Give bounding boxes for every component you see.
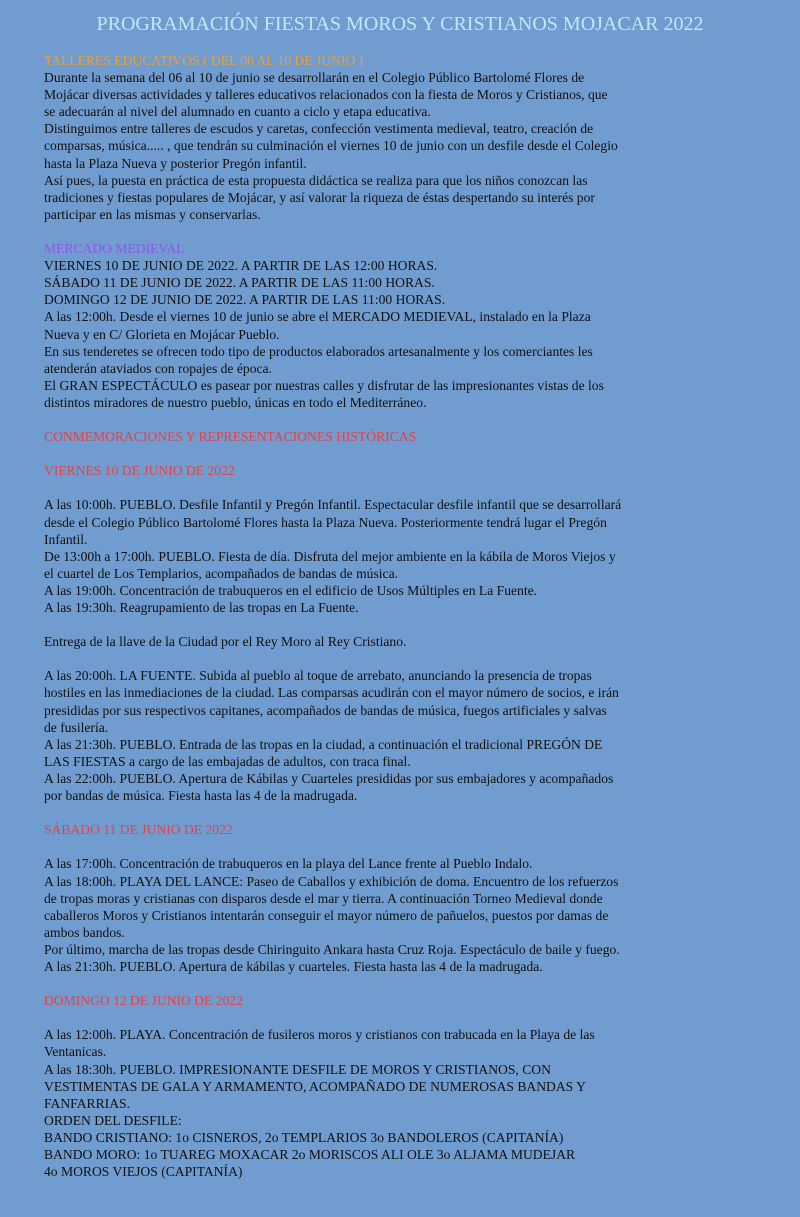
text-line: comparsas, música..... , que tendrán su culminación el viernes 10 de junio con un desfile desde el Colegio bbox=[44, 138, 618, 154]
heading-talleres: TALLERES EDUCATIVOS ( DEL 06 AL 10 DE JUNIO ) bbox=[44, 53, 364, 68]
text-line: el cuartel de Los Templarios, acompañados de bandas de música. bbox=[44, 565, 399, 581]
text-line: de fusilería. bbox=[44, 719, 109, 735]
heading-sabado: SÁBADO 11 DE JUNIO DE 2022 bbox=[44, 822, 233, 838]
spacer bbox=[44, 445, 756, 462]
text-line: A las 18:30h. PUEBLO. IMPRESIONANTE DESFILE DE MOROS Y CRISTIANOS, CON bbox=[44, 1061, 551, 1077]
spacer bbox=[44, 223, 756, 240]
text-line: distintos miradores de nuestro pueblo, únicas en todo el Mediterráneo. bbox=[44, 394, 427, 410]
section-domingo bbox=[44, 992, 756, 1180]
text-line: por bandas de música. Fiesta hasta las 4 de la madrugada. bbox=[44, 788, 358, 804]
section-talleres bbox=[44, 52, 756, 223]
text-line: hasta la Plaza Nueva y posterior Pregón infantil. bbox=[44, 155, 307, 171]
section-viernes bbox=[44, 462, 756, 804]
heading-domingo: DOMINGO 12 DE JUNIO DE 2022 bbox=[44, 993, 243, 1009]
text-line: DOMINGO 12 DE JUNIO DE 2022. A PARTIR DE LAS 11:00 HORAS. bbox=[44, 292, 446, 308]
text-line: En sus tenderetes se ofrecen todo tipo de productos elaborados artesanalmente y los comerciantes les bbox=[44, 343, 593, 359]
spacer bbox=[44, 616, 756, 633]
heading-conmemoraciones: CONMEMORACIONES Y REPRESENTACIONES HISTÓRICAS bbox=[44, 429, 417, 445]
section-conmemoraciones bbox=[44, 428, 756, 445]
text-line: Ventanicas. bbox=[44, 1044, 107, 1060]
text-line: SÁBADO 11 DE JUNIO DE 2022. A PARTIR DE LAS 11:00 HORAS. bbox=[44, 275, 435, 291]
text-line: A las 21:30h. PUEBLO. Entrada de las tropas en la ciudad, a continuación el tradicional PREGÓN DE bbox=[44, 736, 603, 752]
text-line: Mojácar diversas actividades y talleres educativos relacionados con la fiesta de Moros y Cristianos, que bbox=[44, 87, 608, 103]
text-line: VESTIMENTAS DE GALA Y ARMAMENTO, ACOMPAÑADO DE NUMEROSAS BANDAS Y bbox=[44, 1078, 586, 1094]
text-line: Distinguimos entre talleres de escudos y caretas, confección vestimenta medieval, teatro, creación de bbox=[44, 121, 594, 137]
spacer bbox=[44, 650, 756, 667]
text-line: 4o MOROS VIEJOS (CAPITANÍA) bbox=[44, 1164, 243, 1180]
section-sabado bbox=[44, 821, 756, 975]
text-line: atenderán ataviados con ropajes de época. bbox=[44, 360, 272, 376]
text-line: FANFARRIAS. bbox=[44, 1095, 130, 1111]
section-mercado bbox=[44, 240, 756, 411]
text-line: LAS FIESTAS a cargo de las embajadas de adultos, con traca final. bbox=[44, 753, 411, 769]
spacer bbox=[44, 411, 756, 428]
text-line: caballeros Moros y Cristianos intentarán conseguir el mayor número de pañuelos, puestos por damas de bbox=[44, 907, 609, 923]
spacer bbox=[44, 838, 756, 855]
text-line: A las 12:00h. Desde el viernes 10 de junio se abre el MERCADO MEDIEVAL, instalado en la Plaza bbox=[44, 309, 591, 325]
text-line: participar en las mismas y conservarlas. bbox=[44, 206, 261, 222]
text-line: ORDEN DEL DESFILE: bbox=[44, 1112, 182, 1128]
talleres-body bbox=[44, 69, 756, 223]
text-line: A las 20:00h. LA FUENTE. Subida al pueblo al toque de arrebato, anunciando la presencia de tropas bbox=[44, 668, 592, 684]
page-title: PROGRAMACIÓN FIESTAS MOROS Y CRISTIANOS MOJACAR 2022 bbox=[96, 13, 704, 35]
text-line: BANDO CRISTIANO: 1o CISNEROS, 2o TEMPLARIOS 3o BANDOLEROS (CAPITANÍA) bbox=[44, 1129, 564, 1145]
text-line: de tropas moras y cristianas con disparos desde el mar y tierra. A continuación Torneo Medieval donde bbox=[44, 890, 603, 906]
text-line: desde el Colegio Público Bartolomé Flores hasta la Plaza Nueva. Posteriormente tendrá lugar el Pregón bbox=[44, 514, 607, 530]
text-line: Durante la semana del 06 al 10 de junio se desarrollarán en el Colegio Público Bartolomé Flores de bbox=[44, 70, 585, 86]
text-line: Por último, marcha de las tropas desde Chiringuito Ankara hasta Cruz Roja. Espectáculo de baile y fuego. bbox=[44, 941, 620, 957]
text-line: VIERNES 10 DE JUNIO DE 2022. A PARTIR DE LAS 12:00 HORAS. bbox=[44, 258, 438, 274]
text-line: tradiciones y fiestas populares de Mojácar, y así valorar la riqueza de éstas despertando su interés por bbox=[44, 189, 595, 205]
text-line: presididas por sus respectivos capitanes, acompañados de bandas de música, fuegos artificiales y salvas bbox=[44, 702, 607, 718]
spacer bbox=[44, 975, 756, 992]
text-line: Nueva y en C/ Glorieta en Mojácar Pueblo. bbox=[44, 326, 280, 342]
text-line: A las 17:00h. Concentración de trabuqueros en la playa del Lance frente al Pueblo Indalo. bbox=[44, 856, 533, 872]
text-line: BANDO MORO: 1o TUAREG MOXACAR 2o MORISCOS ALI OLE 3o ALJAMA MUDEJAR bbox=[44, 1147, 576, 1162]
text-line: De 13:00h a 17:00h. PUEBLO. Fiesta de día. Disfruta del mejor ambiente en la kábila de Moros Viejos y bbox=[44, 548, 616, 564]
text-line: A las 19:00h. Concentración de trabuqueros en el edificio de Usos Múltiples en La Fuente. bbox=[44, 582, 538, 598]
spacer bbox=[44, 804, 756, 821]
text-line: hostiles en las inmediaciones de la ciudad. Las comparsas acudirán con el mayor número de socios, e irán bbox=[44, 685, 619, 701]
text-line: A las 22:00h. PUEBLO. Apertura de Kábilas y Cuarteles presididas por sus embajadores y acompañados bbox=[44, 770, 614, 786]
spacer bbox=[44, 1009, 756, 1026]
text-line: A las 21:30h. PUEBLO. Apertura de kábilas y cuarteles. Fiesta hasta las 4 de la madrugada. bbox=[44, 958, 543, 974]
spacer bbox=[44, 479, 756, 496]
text-line: ambos bandos. bbox=[44, 924, 125, 940]
text-line: A las 18:00h. PLAYA DEL LANCE: Paseo de Caballos y exhibición de doma. Encuentro de los refuerzos bbox=[44, 873, 619, 889]
text-line: A las 19:30h. Reagrupamiento de las tropas en La Fuente. bbox=[44, 600, 359, 615]
text-line: A las 10:00h. PUEBLO. Desfile Infantil y Pregón Infantil. Espectacular desfile infantil que se desarrollará bbox=[44, 497, 622, 513]
text-line: A las 12:00h. PLAYA. Concentración de fusileros moros y cristianos con trabucada en la Playa de las bbox=[44, 1027, 595, 1043]
heading-mercado: MERCADO MEDIEVAL bbox=[44, 241, 185, 257]
text-line: Infantil. bbox=[44, 531, 88, 547]
text-line: se adecuarán al nivel del alumnado en cuanto a ciclo y etapa educativa. bbox=[44, 104, 431, 120]
text-line: Así pues, la puesta en práctica de esta propuesta didáctica se realiza para que los niños conozcan las bbox=[44, 172, 588, 188]
text-line: El GRAN ESPECTÁCULO es pasear por nuestras calles y disfrutar de las impresionantes vistas de los bbox=[44, 377, 604, 393]
text-line: Entrega de la llave de la Ciudad por el Rey Moro al Rey Cristiano. bbox=[44, 634, 407, 650]
heading-viernes: VIERNES 10 DE JUNIO DE 2022 bbox=[44, 463, 235, 479]
